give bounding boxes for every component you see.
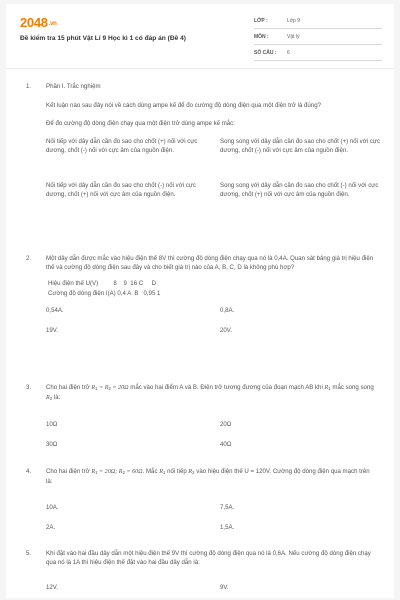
question-4 — [26, 467, 376, 543]
answer-options — [46, 306, 376, 346]
logo-text: 2048 — [20, 15, 48, 30]
option-d[interactable]: 20V. — [220, 327, 232, 334]
option-d[interactable]: 40Ω — [220, 441, 232, 448]
option-d[interactable]: 1,5A. — [220, 524, 235, 531]
question-number: 5. — [26, 550, 32, 557]
meta-value-subject: Vật lý — [287, 34, 300, 40]
page-header — [6, 4, 394, 62]
question-text: Kết luận nào sau đây nói về cách dùng ampe kế để đo cường độ dòng điện qua một điện trở là đúng? — [46, 102, 321, 109]
math-segment: = 20Ω — [110, 385, 129, 391]
option-a[interactable]: 0,54A. — [46, 307, 64, 314]
option-b[interactable]: 9V. — [220, 584, 229, 591]
answer-options — [46, 503, 376, 543]
option-b[interactable]: Song song với dây dẫn cần đo sao cho chốt (+) nối với cực dương, chốt (-) nối với cực âm của nguồn điện. — [220, 138, 380, 154]
site-logo[interactable] — [20, 15, 57, 30]
subscript: 2 — [122, 470, 125, 475]
text-segment: nối tiếp — [165, 468, 189, 475]
subscript: 1 — [95, 386, 98, 391]
text-segment: mắc song song — [330, 384, 374, 391]
value-table — [48, 279, 376, 299]
page-title: Đề kiểm tra 15 phút Vật Lí 9 Học kì 1 có đáp án (Đề 4) — [20, 35, 186, 42]
subscript: 2 — [192, 470, 195, 475]
question-5 — [26, 549, 376, 597]
meta-row-class — [254, 16, 382, 29]
resistor-symbol: R — [159, 469, 163, 475]
resistor-symbol: R — [118, 469, 123, 475]
meta-info — [254, 16, 382, 64]
table-row-voltage: Hiệu điện thế U(V) 8 9 16 C D — [48, 280, 157, 287]
question-number: 4. — [26, 468, 32, 475]
question-body — [46, 549, 376, 567]
option-a[interactable]: 10A. — [46, 504, 59, 511]
question-number: 3. — [26, 384, 32, 391]
option-b[interactable]: 7,5A. — [220, 504, 235, 511]
question-text — [46, 383, 376, 403]
subscript: 1 — [328, 386, 331, 391]
text-segment: Cho hai điện trở — [46, 384, 92, 391]
logo-suffix: .vn — [48, 20, 57, 27]
option-c[interactable]: 2A. — [46, 524, 56, 531]
answer-options — [46, 137, 380, 237]
meta-value-class: Lớp 9 — [287, 18, 301, 24]
resistor-symbol: R — [91, 385, 96, 391]
question-subtext: Để đo cường độ dòng điện chạy qua một điện trở dùng ampe kế mắc: — [46, 120, 235, 127]
header-divider — [6, 68, 394, 69]
text-segment: mắc vào hai điểm A và B. Điện trở tương đương của đoạn mạch AB khi — [128, 384, 325, 391]
subscript: 1 — [162, 470, 166, 475]
option-b[interactable]: 20Ω — [220, 421, 232, 428]
question-text: Khi đặt vào hai đầu dây dẫn một hiệu điện thế 9V thì cường độ dòng điện qua nó là 0,6A. Nếu cường độ dòng điện chạy qua nó là 1A thì hiệu điện thế đặt vào hai đầu dây dẫn là: — [46, 550, 371, 566]
option-c[interactable]: 30Ω — [46, 441, 58, 448]
answer-options — [46, 583, 376, 597]
question-number: 2. — [26, 255, 32, 262]
question-body — [46, 383, 376, 403]
subscript: 2 — [108, 386, 111, 391]
resistor-symbol: R — [46, 395, 50, 401]
answer-options — [46, 420, 376, 460]
resistor-symbol: R — [104, 385, 109, 391]
option-a[interactable]: 12V. — [46, 584, 58, 591]
math-segment: = 20Ω; — [97, 469, 119, 475]
meta-label: LỚP : — [254, 18, 268, 24]
question-text: Một dây dẫn được mắc vào hiệu điện thế 8V thì cường độ dòng điện chạy qua nó là 0,4A. Quan sát bảng giá trị hiệu điện thế và cường độ dòng điện sau đây và cho biết giá trị nào của A, B, C, D là không phù hợp? — [46, 255, 374, 271]
subscript: 1 — [95, 470, 98, 475]
option-a[interactable]: Nối tiếp với dây dẫn cần đo sao cho chốt (+) nối với cực dương, chốt (-) nối với cực âm của nguồn điện. — [46, 138, 198, 154]
option-b[interactable]: 0,8A. — [220, 307, 235, 314]
text-segment: là: — [52, 394, 61, 401]
question-body — [46, 82, 376, 128]
resistor-symbol: R — [188, 469, 193, 475]
option-a[interactable]: 10Ω — [46, 421, 58, 428]
meta-label: SỐ CÂU : — [254, 50, 277, 56]
resistor-symbol: R — [91, 469, 96, 475]
section-title: Phần I. Trắc nghiệm — [46, 83, 101, 90]
text-segment: Cho hai điện trở — [46, 468, 92, 475]
question-1 — [26, 82, 380, 237]
resistor-symbol: R — [324, 385, 329, 391]
meta-value-count: 6 — [287, 50, 290, 56]
question-body — [46, 467, 376, 486]
table-row-current: Cường độ dòng điện I(A) 0,4 A B 0,95 1 — [48, 290, 161, 297]
meta-label: MÔN : — [254, 34, 269, 40]
question-2 — [26, 254, 376, 346]
question-text — [46, 467, 376, 486]
meta-row-count — [254, 48, 382, 61]
option-d[interactable]: Song song với dây dẫn cần đo sao cho chốt (-) nối với cực dương, chốt (+) nối với cực âm của nguồn điện. — [220, 182, 379, 198]
question-3 — [26, 383, 376, 460]
subscript: 2 — [49, 396, 53, 401]
option-c[interactable]: Nối tiếp với dây dẫn cần đo sao cho chốt (-) nối với cực dương, chốt (+) nối với cực âm của nguồn điện. — [46, 182, 196, 198]
document-page — [6, 4, 394, 598]
text-segment: . Mắc — [142, 468, 160, 475]
text-segment: vào hiệu điện thế U = 120V. Cường độ dòng điện qua mạch trên là: — [46, 468, 370, 485]
meta-row-subject — [254, 32, 382, 45]
question-body — [46, 254, 376, 272]
math-segment: = 60Ω — [124, 469, 143, 475]
option-c[interactable]: 19V. — [46, 327, 58, 334]
math-segment: = — [97, 385, 105, 391]
question-number: 1. — [26, 83, 32, 90]
